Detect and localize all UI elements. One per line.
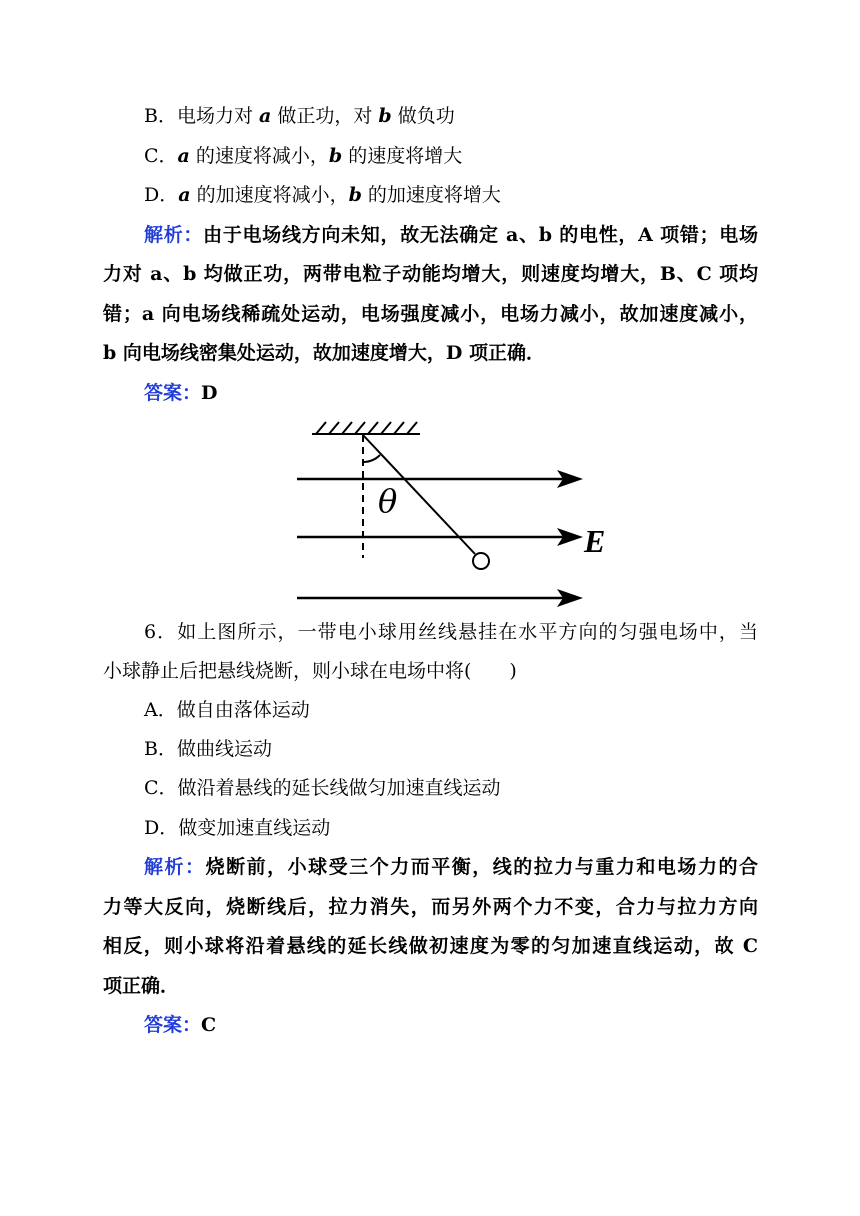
var-b: b xyxy=(348,184,362,206)
answer-label: 答案： xyxy=(144,1014,202,1036)
var-b: b xyxy=(378,105,392,127)
angle-arc xyxy=(363,455,380,462)
q5-analysis-line-2: 力对 a、b 均做正功，两带电粒子动能均增大，则速度均增大，B、C 项均 xyxy=(103,263,758,285)
option-text: 的加速度将增大 xyxy=(361,184,501,206)
var-b: b xyxy=(328,145,343,167)
answer-label: 答案： xyxy=(144,382,202,404)
q6-answer xyxy=(144,1013,799,1037)
option-text: 的速度将减小， xyxy=(189,145,329,167)
ceiling-hatch xyxy=(312,422,420,434)
q6-option-a: A．做自由落体运动 xyxy=(144,699,310,721)
option-text: C． xyxy=(144,145,178,167)
q6-analysis-line-3: 相反，则小球将沿着悬线的延长线做初速度为零的匀加速直线运动，故 C xyxy=(103,935,758,957)
q5-analysis-line-3: 错；a 向电场线稀疏处运动，电场强度减小，电场力减小，故加速度减小， xyxy=(103,303,758,325)
option-text: 做负功 xyxy=(391,105,455,127)
option-text: 的速度将增大 xyxy=(342,145,463,167)
q6-analysis-line-2: 力等大反向，烧断线后，拉力消失，而另外两个力不变，合力与拉力方向 xyxy=(103,896,758,918)
option-text: 的加速度将减小， xyxy=(190,184,349,206)
q6-analysis-line-1 xyxy=(144,855,758,879)
var-a: a xyxy=(177,145,190,167)
option-text: D． xyxy=(144,184,179,206)
option-text: 做正功，对 xyxy=(271,105,379,127)
answer-value: C xyxy=(201,1014,217,1036)
field-line-2 xyxy=(297,528,583,546)
analysis-text: 由于电场线方向未知，故无法确定 a、b 的电性，A 项错；电场 xyxy=(203,224,758,246)
option-text: B．电场力对 xyxy=(144,105,260,127)
field-line-3 xyxy=(297,589,583,607)
analysis-text: 烧断前，小球受三个力而平衡，线的拉力与重力和电场力的合 xyxy=(205,856,758,878)
field-label-e: E xyxy=(584,523,606,559)
analysis-label: 解析： xyxy=(144,856,206,878)
q5-analysis-line-4: b 向电场线密集处运动，故加速度增大，D 项正确． xyxy=(103,342,545,364)
q6-option-c: C．做沿着悬线的延长线做匀加速直线运动 xyxy=(144,777,501,799)
q6-stem-line-2: 小球静止后把悬线烧断，则小球在电场中将( ) xyxy=(103,660,517,682)
q6-analysis-line-4: 项正确． xyxy=(103,975,180,997)
var-a: a xyxy=(259,105,272,127)
var-a: a xyxy=(178,184,191,206)
q6-option-d: D．做变加速直线运动 xyxy=(144,817,331,839)
q6-stem-line-1: 6．如上图所示，一带电小球用丝线悬挂在水平方向的匀强电场中，当 xyxy=(144,621,758,643)
theta-label: θ xyxy=(378,482,398,520)
analysis-label: 解析： xyxy=(144,224,204,246)
field-line-1 xyxy=(297,470,583,488)
charged-ball xyxy=(473,553,489,569)
q6-option-b: B．做曲线运动 xyxy=(144,738,272,760)
answer-value: D xyxy=(201,382,218,404)
